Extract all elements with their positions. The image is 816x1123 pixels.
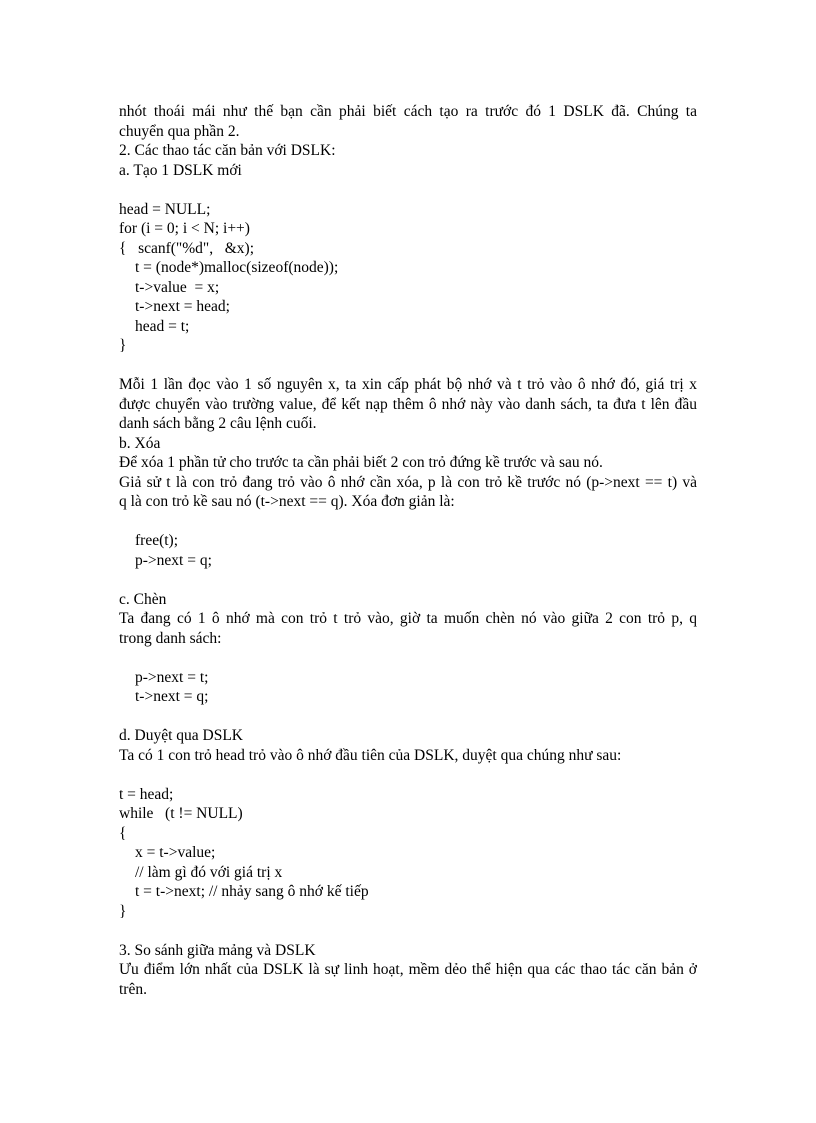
paragraph-line: Giả sử t là con trỏ đang trỏ vào ô nhớ cần xóa, p là con trỏ kề trước nó (p->next == t) và: [119, 473, 697, 491]
blank-line: [119, 921, 697, 941]
blank-line: [119, 180, 697, 200]
code-line: t = head;: [119, 785, 174, 803]
paragraph-line: Ta đang có 1 ô nhớ mà con trỏ t trỏ vào, giờ ta muốn chèn nó vào giữa 2 con trỏ p, q: [119, 610, 697, 627]
blank-line: [119, 356, 697, 376]
code-line: head = t;: [135, 317, 190, 335]
blank-line: [119, 707, 697, 727]
blank-line: [119, 648, 697, 668]
code-line: t->next = head;: [135, 298, 230, 315]
paragraph-line: trong danh sách:: [119, 629, 222, 647]
code-line: }: [119, 902, 127, 920]
code-line: free(t);: [135, 532, 179, 549]
section-heading: 3. So sánh giữa mảng và DSLK: [119, 941, 316, 959]
subsection-heading: c. Chèn: [119, 590, 167, 608]
code-line: x = t->value;: [135, 844, 216, 861]
code-line: head = NULL;: [119, 200, 211, 218]
code-line: p->next = q;: [135, 551, 212, 569]
code-line: // làm gì đó với giá trị x: [135, 863, 283, 881]
code-line: }: [119, 337, 127, 354]
code-line: {: [119, 824, 127, 842]
code-line: t = (node*)malloc(sizeof(node));: [135, 259, 339, 276]
subsection-heading: d. Duyệt qua DSLK: [119, 727, 243, 744]
paragraph-line: Để xóa 1 phần tử cho trước ta cần phải biết 2 con trỏ đứng kề trước và sau nó.: [119, 454, 603, 471]
paragraph-line: q là con trỏ kề sau nó (t->next == q). Xóa đơn giản là:: [119, 493, 455, 510]
blank-line: [119, 570, 697, 590]
intro-line: nhót thoái mái như thế bạn cần phải biết cách tạo ra trước đó 1 DSLK đã. Chúng ta: [119, 103, 697, 120]
blank-line: [119, 512, 697, 532]
blank-line: [119, 765, 697, 785]
code-line: { scanf("%d", &x);: [119, 239, 255, 257]
paragraph-line: được chuyển vào trường value, để kết nạp thêm ô nhớ này vào danh sách, ta đưa t lên đầu: [119, 395, 697, 413]
code-line: t->next = q;: [135, 688, 209, 705]
paragraph-line: Ta có 1 con trỏ head trỏ vào ô nhớ đầu tiên của DSLK, duyệt qua chúng như sau:: [119, 746, 622, 764]
paragraph-line: trên.: [119, 980, 147, 998]
paragraph-line: danh sách bằng 2 câu lệnh cuối.: [119, 415, 317, 432]
code-line: for (i = 0; i < N; i++): [119, 220, 250, 237]
document-page: [119, 102, 697, 999]
paragraph-line: Mỗi 1 lần đọc vào 1 số nguyên x, ta xin cấp phát bộ nhớ và t trỏ vào ô nhớ đó, giá trị x: [119, 376, 697, 393]
code-line: t = t->next; // nhảy sang ô nhớ kế tiếp: [135, 883, 369, 900]
paragraph-line: Ưu điểm lớn nhất của DSLK là sự linh hoạt, mềm dẻo thể hiện qua các thao tác căn bản ở: [119, 961, 697, 978]
subsection-heading: a. Tạo 1 DSLK mới: [119, 161, 242, 179]
subsection-heading: b. Xóa: [119, 434, 161, 452]
section-heading: 2. Các thao tác căn bản với DSLK:: [119, 142, 336, 159]
code-line: p->next = t;: [135, 668, 209, 686]
code-line: while (t != NULL): [119, 805, 243, 822]
intro-line: chuyển qua phần 2.: [119, 122, 240, 140]
code-line: t->value = x;: [135, 278, 220, 296]
